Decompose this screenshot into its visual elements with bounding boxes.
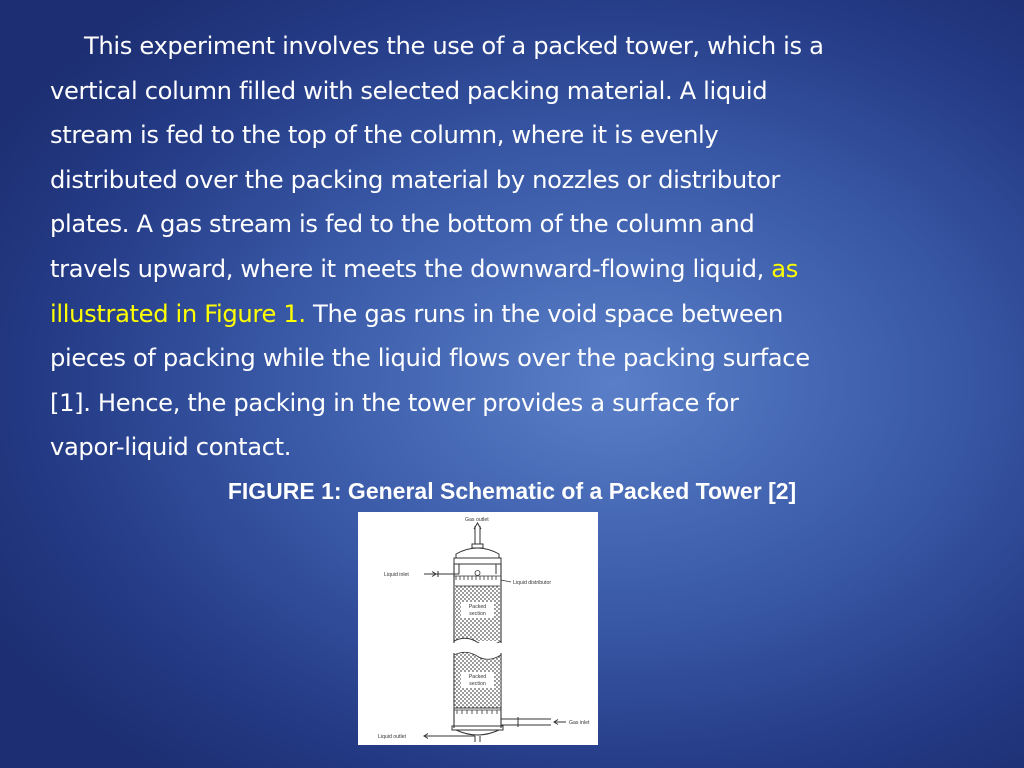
label-liquid-distributor: Liquid distributor (513, 580, 552, 586)
body-paragraph (50, 24, 1012, 470)
label-packed-section-upper-2: section (469, 611, 486, 617)
paragraph-line: pieces of packing while the liquid flows over the packing surface (50, 344, 810, 373)
label-packed-section-upper: Packed (468, 604, 487, 610)
label-gas-inlet: Gas inlet (569, 720, 590, 726)
figure-reference-highlight: as (771, 254, 799, 283)
paragraph-line: illustrated in Figure 1. The gas runs in the void space between (50, 299, 784, 328)
label-liquid-outlet: Liquid outlet (378, 734, 406, 740)
schematic-svg (358, 512, 598, 745)
column-break (452, 643, 503, 653)
paragraph-line: distributed over the packing material by nozzles or distributor (50, 165, 781, 194)
support-plate (454, 710, 501, 714)
paragraph-line: plates. A gas stream is fed to the bottom of the column and (50, 210, 755, 239)
paragraph-line: [1]. Hence, the packing in the tower provides a surface for (50, 388, 739, 417)
paragraph-line: travels upward, where it meets the downward-flowing liquid, as (50, 254, 799, 283)
label-liquid-inlet: Liquid inlet (384, 572, 409, 578)
figure-caption: FIGURE 1: General Schematic of a Packed Tower [2] (227, 478, 797, 504)
label-packed-section-lower-2: section (469, 681, 486, 687)
liquid-distributor (454, 571, 511, 583)
paragraph-line: vertical column filled with selected packing material. A liquid (50, 76, 768, 105)
paragraph-line: This experiment involves the use of a packed tower, which is a (84, 32, 824, 60)
packed-tower-schematic (358, 512, 598, 745)
paragraph-line: stream is fed to the top of the column, where it is evenly (50, 121, 719, 150)
gas-outlet-pipe (472, 523, 483, 548)
tower-top-head (454, 548, 501, 574)
gas-inlet-pipe (501, 717, 566, 727)
figure-reference-highlight: illustrated in Figure 1. (50, 299, 306, 328)
label-gas-outlet: Gas outlet (465, 517, 489, 523)
label-packed-section-lower: Packed (468, 674, 487, 680)
paragraph-line: vapor-liquid contact. (50, 433, 292, 462)
tower-bottom-head (424, 726, 503, 742)
